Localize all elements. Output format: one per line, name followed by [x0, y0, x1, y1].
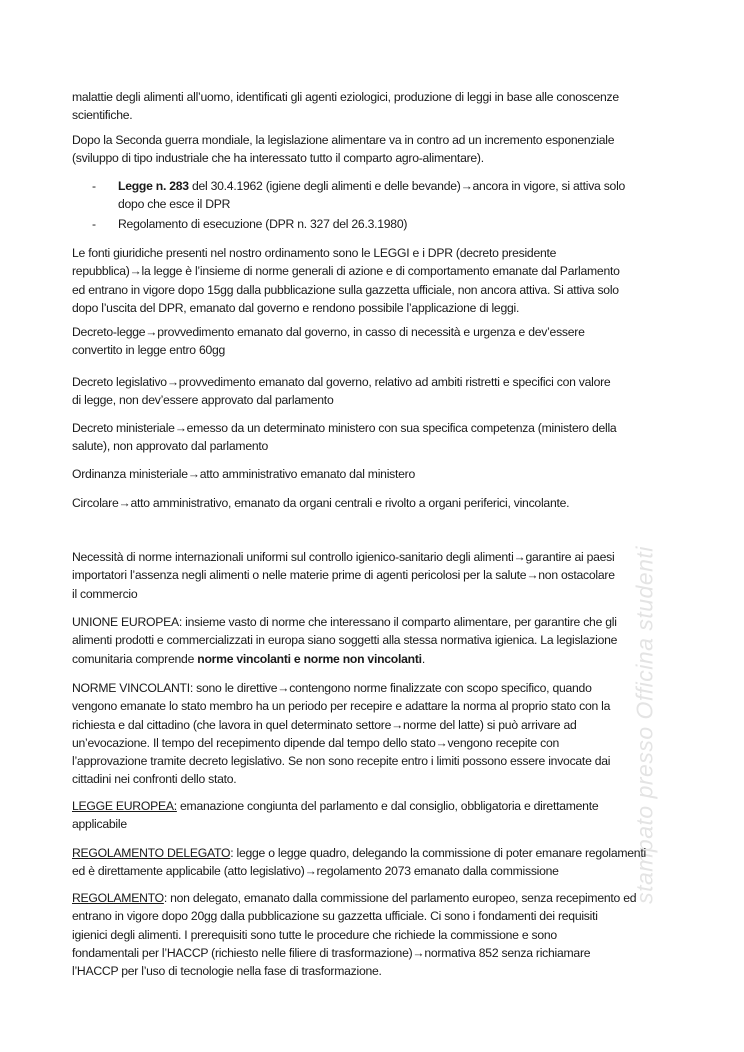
text-line — [72, 797, 702, 815]
text-segment: entrano in vigore dopo 20gg dalla pubblicazione su gazzetta ufficiale. Ci sono i fondamenti dei requisiti — [72, 909, 598, 924]
text-line — [72, 341, 702, 359]
paragraph — [72, 323, 702, 360]
text-segment: . — [421, 651, 425, 666]
underlined-heading: REGOLAMENTO DELEGATO — [72, 846, 231, 860]
text-line — [72, 215, 702, 233]
paragraph — [72, 465, 702, 483]
bullet-dash: - — [92, 217, 96, 231]
text-segment: Decreto-legge→provvedimento emanato dal governo, in casso di necessità e urgenza e dev’essere — [72, 325, 585, 339]
bullet-dash: - — [92, 179, 96, 193]
text-line — [72, 373, 702, 391]
text-line — [72, 262, 702, 280]
text-line — [72, 149, 702, 167]
text-segment: (sviluppo di tipo industriale che ha interessato tutto il comparto agro-alimentare). — [72, 151, 484, 166]
text-segment: Decreto legislativo→provvedimento emanato dal governo, relativo ad ambiti ristretti e specifici con valore — [72, 375, 611, 389]
text-segment: fondamentali per l’HACCP (richiesto nelle filiere di trasformazione)→normativa 852 senza richiamare — [72, 945, 591, 960]
text-segment: : legge o legge quadro, delegando la commissione di poter emanare regolamenti — [230, 846, 646, 860]
text-segment: ed entrano in vigore dopo 15gg dalla pubblicazione sulla gazzetta ufficiale, non ancora attiva. Si attiva solo — [72, 282, 619, 297]
text-line — [72, 195, 702, 213]
paragraph — [72, 548, 702, 603]
text-line — [72, 734, 702, 752]
paragraph — [72, 419, 702, 456]
text-line — [72, 770, 702, 788]
paragraph — [72, 844, 702, 881]
paragraph — [72, 244, 702, 317]
paragraph — [72, 131, 702, 168]
text-line — [72, 926, 702, 944]
paragraph — [72, 494, 702, 512]
text-line — [72, 862, 702, 880]
bullet-item — [72, 215, 702, 233]
text-segment: un’evocazione. Il tempo del recepimento dipende dal tempo dello stato→vengono recepite con — [72, 735, 559, 750]
text-segment: Le fonti giuridiche presenti nel nostro ordinamento sono le LEGGI e i DPR (decreto presidente — [72, 246, 557, 260]
text-line — [72, 323, 702, 341]
text-line — [72, 465, 702, 483]
text-segment: repubblica)→la legge è l’insieme di norme generali di azione e di comportamento emanate dal Parlamento — [72, 264, 620, 279]
text-line — [72, 437, 702, 455]
text-line — [72, 962, 702, 980]
text-line — [72, 585, 702, 603]
text-line — [72, 566, 702, 584]
text-segment: emanazione congiunta del parlamento e dal consiglio, obbligatoria e direttamente — [176, 799, 599, 813]
text-segment: UNIONE EUROPEA: insieme vasto di norme che interessano il comparto alimentare, per garantire che gli — [72, 615, 617, 629]
paragraph — [72, 679, 702, 789]
text-line — [72, 281, 702, 299]
text-segment: NORME VINCOLANTI: sono le direttive→contengono norme finalizzate con scopo specifico, quando — [72, 681, 592, 695]
underlined-heading: LEGGE EUROPEA: — [72, 799, 177, 813]
text-line — [72, 548, 702, 566]
text-line — [72, 889, 702, 907]
text-segment: : non delegato, emanato dalla commissione del parlamento europeo, senza recepimento ed — [163, 891, 637, 905]
text-line — [72, 697, 702, 715]
text-line — [72, 391, 702, 409]
paragraph — [72, 88, 702, 125]
paragraph — [72, 373, 702, 410]
text-line — [72, 613, 702, 631]
underlined-heading: REGOLAMENTO — [72, 891, 164, 905]
text-segment: Decreto ministeriale→emesso da un determinato ministero con sua specifica competenza (ministero della — [72, 421, 617, 435]
text-line — [72, 88, 702, 106]
text-line — [72, 494, 702, 512]
bold-text: norme vincolanti e norme non vincolanti — [197, 651, 422, 666]
bullet-item — [72, 177, 702, 214]
text-segment: comunitaria comprende — [72, 651, 198, 666]
text-segment: malattie degli alimenti all’uomo, identificati gli agenti eziologici, produzione di leggi in base alle conoscenze — [72, 90, 619, 104]
text-segment: il commercio — [72, 586, 138, 601]
text-segment: igienici degli alimenti. I prerequisiti sono tutte le procedure che richiede la commissione e sono — [72, 927, 557, 942]
text-segment: dopo l’uscita del DPR, emanato dal governo e rendono possibile l’applicazione di leggi. — [72, 300, 520, 315]
text-segment: Ordinanza ministeriale→atto amministrativo emanato dal ministero — [72, 467, 416, 481]
text-line — [72, 679, 702, 697]
text-segment: Circolare→atto amministrativo, emanato da organi centrali e rivolto a organi periferici, vincolante. — [72, 496, 570, 510]
text-segment: l’HACCP per l’uso di tecnologie nella fase di trasformazione. — [72, 964, 382, 979]
text-segment: convertito in legge entro 60gg — [72, 343, 226, 358]
text-segment: richiesta e dal cittadino (che lavora in quel determinato settore→norme del latte) si può arrivare ad — [72, 717, 577, 732]
text-segment: salute), non approvato dal parlamento — [72, 439, 269, 454]
text-segment: importatori l’assenza negli alimenti o nelle materie prime di agenti pericolosi per la salute→non ostacolare — [72, 568, 615, 583]
text-line — [72, 844, 702, 862]
watermark: stampato presso Officina studenti — [631, 546, 658, 904]
text-segment: alimenti prodotti e commercializzati in europa siano soggetti alla stessa normativa igienica. La legislazione — [72, 633, 618, 648]
text-segment: scientifiche. — [72, 108, 133, 123]
text-segment: Dopo la Seconda guerra mondiale, la legislazione alimentare va in contro ad un incremento esponenziale — [72, 133, 615, 147]
text-segment: ed è direttamente applicabile (atto legislativo)→regolamento 2073 emanato dalla commissione — [72, 864, 559, 879]
text-segment: applicabile — [72, 817, 127, 832]
text-segment: di legge, non dev’essere approvato dal parlamento — [72, 393, 334, 408]
text-line — [72, 752, 702, 770]
text-segment: cittadini nei confronti dello stato. — [72, 772, 237, 787]
text-segment: Regolamento di esecuzione (DPR n. 327 del 26.3.1980) — [118, 217, 408, 231]
text-segment: del 30.4.1962 (igiene degli alimenti e delle bevande)→ancora in vigore, si attiva solo — [188, 179, 626, 193]
text-line — [72, 631, 702, 649]
text-line — [72, 815, 702, 833]
text-line — [72, 244, 702, 262]
paragraph — [72, 797, 702, 834]
text-line — [72, 106, 702, 124]
text-line — [72, 419, 702, 437]
text-line — [72, 907, 702, 925]
paragraph — [72, 889, 702, 980]
text-line — [72, 131, 702, 149]
text-segment: vengono emanate lo stato membro ha un periodo per recepire e adattare la norma al proprio stato con la — [72, 699, 611, 714]
text-segment: Necessità di norme internazionali uniformi sul controllo igienico-sanitario degli alimenti→garantire ai paesi — [72, 550, 615, 564]
paragraph — [72, 613, 702, 668]
text-line — [72, 177, 702, 195]
text-line — [72, 716, 702, 734]
text-line — [72, 944, 702, 962]
bold-text: Legge n. 283 — [118, 179, 189, 193]
text-line — [72, 299, 702, 317]
text-segment: l’approvazione tramite decreto legislativo. Se non sono recepite entro i limiti possono essere invocate dai — [72, 754, 611, 769]
text-line — [72, 650, 702, 668]
text-segment: dopo che esce il DPR — [118, 197, 231, 212]
